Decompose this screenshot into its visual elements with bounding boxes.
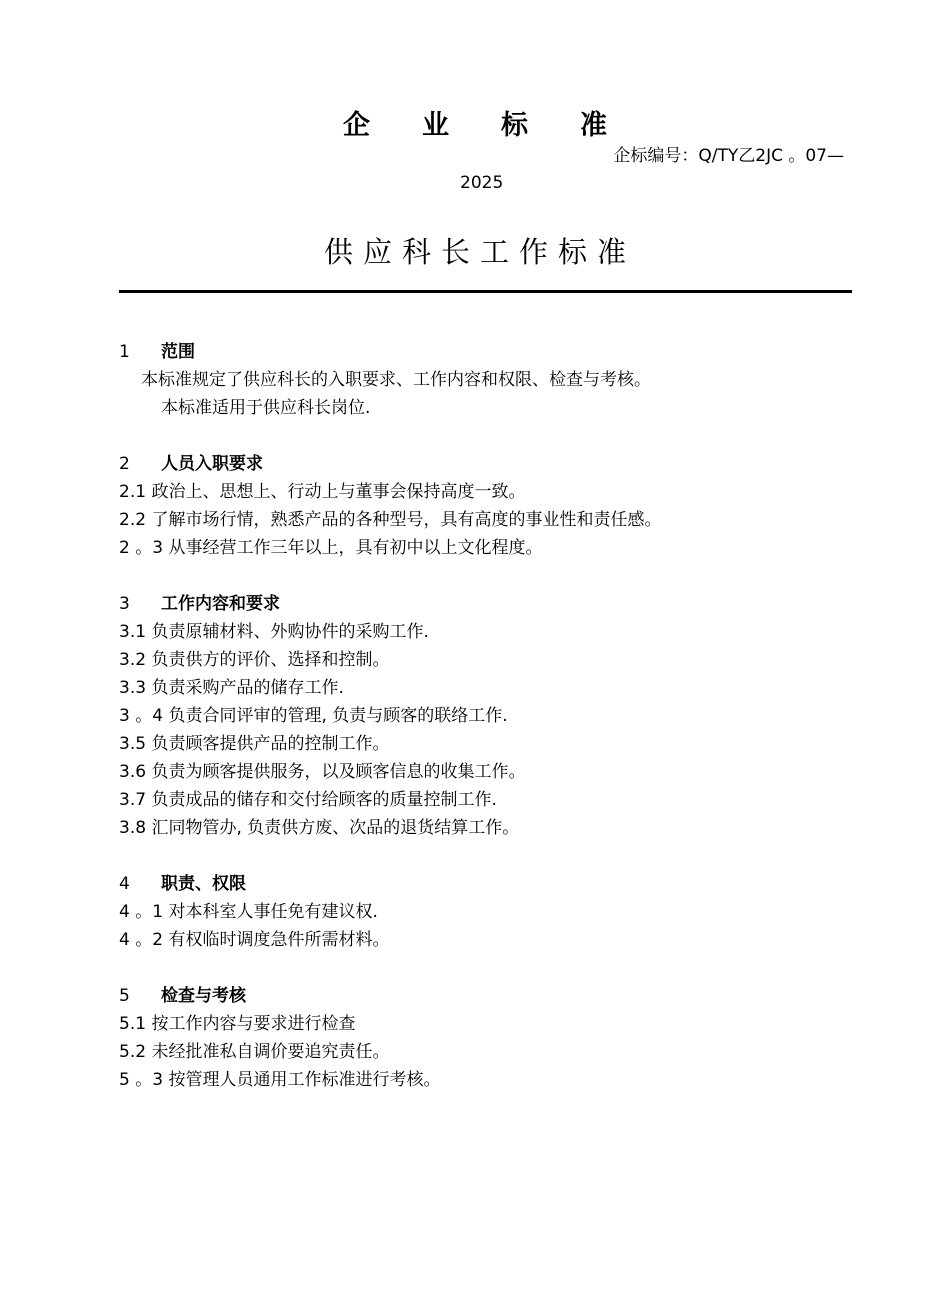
clause-line: 5.2 未经批准私自调价要追究责任。 bbox=[119, 1042, 390, 1062]
section-title: 人员入职要求 bbox=[161, 454, 263, 474]
section-title: 检查与考核 bbox=[161, 986, 246, 1006]
section-heading bbox=[119, 590, 859, 618]
clause-line: 4 。1 对本科室人事任免有建议权. bbox=[119, 902, 378, 922]
standard-code: 企标编号：Q/TY乙2JC 。07— bbox=[613, 146, 844, 166]
clause-line: 3.5 负责顾客提供产品的控制工作。 bbox=[119, 734, 390, 754]
section-heading bbox=[119, 450, 859, 478]
section-heading bbox=[119, 982, 859, 1010]
clause-line: 3 。4 负责合同评审的管理, 负责与顾客的联络工作. bbox=[119, 706, 508, 726]
section-number: 4 bbox=[119, 874, 130, 894]
section-work-content bbox=[119, 590, 859, 842]
section-number: 5 bbox=[119, 986, 130, 1006]
section-title: 范围 bbox=[161, 342, 195, 362]
section-heading bbox=[119, 870, 859, 898]
document-title: 供应科长工作标准 bbox=[323, 235, 636, 269]
clause-line: 5 。3 按管理人员通用工作标准进行考核。 bbox=[119, 1070, 441, 1090]
clause-line: 2 。3 从事经营工作三年以上，具有初中以上文化程度。 bbox=[119, 538, 543, 558]
standard-code-year: 2025 bbox=[460, 173, 504, 193]
paragraph-line: 本标准规定了供应科长的入职要求、工作内容和权限、检查与考核。 bbox=[141, 370, 651, 390]
clause-line: 3.7 负责成品的储存和交付给顾客的质量控制工作. bbox=[119, 790, 497, 810]
section-entry-requirements bbox=[119, 450, 859, 562]
title-divider bbox=[119, 290, 852, 293]
clause-line: 3.1 负责原辅材料、外购协件的采购工作. bbox=[119, 622, 429, 642]
section-inspection-assessment bbox=[119, 982, 859, 1094]
section-number: 1 bbox=[119, 342, 130, 362]
section-title: 职责、权限 bbox=[161, 874, 246, 894]
clause-line: 3.6 负责为顾客提供服务，以及顾客信息的收集工作。 bbox=[119, 762, 526, 782]
clause-line: 2.1 政治上、思想上、行动上与董事会保持高度一致。 bbox=[119, 482, 526, 502]
standard-type-heading: 企业标准 bbox=[343, 110, 659, 141]
section-duties-authority bbox=[119, 870, 859, 954]
clause-line: 2.2 了解市场行情，熟悉产品的各种型号，具有高度的事业性和责任感。 bbox=[119, 510, 662, 530]
document-body bbox=[119, 338, 859, 1122]
clause-line: 3.3 负责采购产品的储存工作. bbox=[119, 678, 344, 698]
section-number: 2 bbox=[119, 454, 130, 474]
clause-line: 5.1 按工作内容与要求进行检查 bbox=[119, 1014, 356, 1034]
clause-line: 4 。2 有权临时调度急件所需材料。 bbox=[119, 930, 390, 950]
clause-line: 3.8 汇同物管办, 负责供方废、次品的退货结算工作。 bbox=[119, 818, 520, 838]
clause-line: 3.2 负责供方的评价、选择和控制。 bbox=[119, 650, 390, 670]
section-heading bbox=[119, 338, 859, 366]
section-title: 工作内容和要求 bbox=[161, 594, 280, 614]
paragraph-line: 本标准适用于供应科长岗位. bbox=[161, 398, 371, 418]
section-number: 3 bbox=[119, 594, 130, 614]
section-scope bbox=[119, 338, 859, 422]
